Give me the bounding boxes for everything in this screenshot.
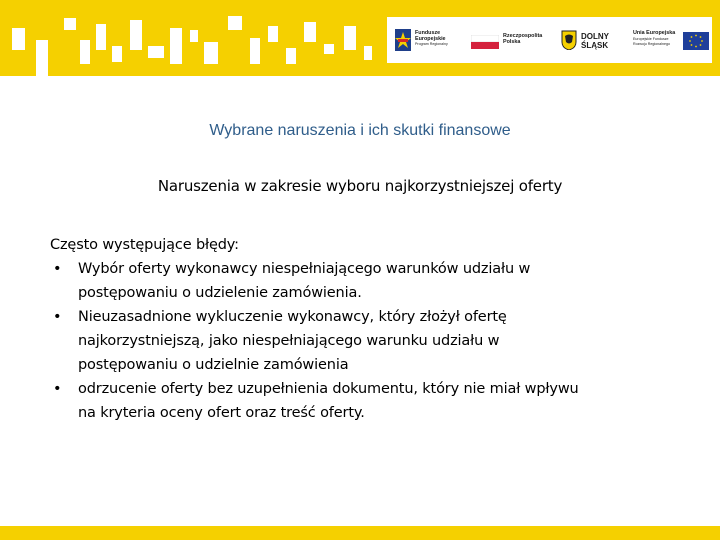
footer-band: [0, 526, 720, 540]
ue-line2: Europejskie Fundusze: [633, 36, 669, 41]
decor-square: [204, 42, 218, 64]
decor-square: [228, 16, 242, 30]
decor-square: [80, 40, 90, 64]
rp-logo: [469, 17, 543, 63]
decor-square: [112, 46, 122, 62]
bullet-mark: •: [53, 381, 62, 397]
page-title: Wybrane naruszenia i ich skutki finansowe: [209, 122, 511, 139]
list-item-line: Nieuzasadnione wykluczenie wykonawcy, który złożył ofertę: [78, 309, 507, 325]
decor-square: [304, 22, 316, 42]
header-band: [0, 0, 720, 76]
logo-strip: [387, 17, 712, 63]
lower-silesia-eagle-icon: [561, 30, 577, 50]
list-item: [50, 305, 690, 377]
ue-logo: [631, 17, 711, 63]
decor-square: [12, 28, 25, 50]
list-item-line: najkorzystniejszą, jako niespełniającego warunku udziału w: [78, 333, 500, 349]
ue-line3: Rozwoju Regionalnego: [633, 42, 670, 46]
list-item-line: postępowaniu o udzielenie zamówienia.: [78, 285, 362, 301]
eu-flag-icon: [683, 32, 709, 50]
bullet-mark: •: [53, 261, 62, 277]
decor-square: [170, 28, 182, 64]
content-body: [50, 233, 690, 425]
section-subtitle: Naruszenia w zakresie wyboru najkorzystniejszej oferty: [157, 177, 563, 195]
european-funds-star-icon: [395, 29, 411, 51]
decor-square: [96, 24, 106, 50]
fe-logo: [393, 17, 463, 63]
decor-square: [36, 40, 48, 76]
list-item-line: na kryteria oceny ofert oraz treść oferty.: [78, 405, 365, 421]
decor-square: [190, 30, 198, 42]
decor-square: [324, 44, 334, 54]
ds-line2: ŚLĄSK: [581, 41, 609, 50]
decor-square: [344, 26, 356, 50]
decor-square: [268, 26, 278, 42]
list-item-line: postępowaniu o udzielnie zamówienia: [78, 357, 349, 373]
polish-flag-icon: [471, 35, 499, 49]
list-item: [50, 257, 690, 305]
fe-line3: Program Regionalny: [415, 42, 448, 46]
decor-square: [148, 46, 164, 58]
decor-square: [286, 48, 296, 64]
fe-line2: Europejskie: [415, 35, 446, 42]
list-item-line: odrzucenie oferty bez uzupełnienia dokumentu, który nie miał wpływu: [78, 381, 579, 397]
ue-line1: Unia Europejska: [633, 30, 676, 36]
bullet-mark: •: [53, 309, 62, 325]
rp-line2: Polska: [503, 38, 521, 45]
rp-line1: Rzeczpospolita: [503, 33, 543, 39]
fe-line1: Fundusze: [415, 30, 441, 36]
error-list: [50, 257, 690, 425]
decor-square: [364, 46, 372, 60]
decor-square: [250, 38, 260, 64]
ds-line1: DOLNY: [581, 32, 609, 41]
ds-logo: [559, 17, 621, 63]
list-item: [50, 377, 690, 425]
list-item-line: Wybór oferty wykonawcy niespełniającego warunków udziału w: [78, 261, 531, 277]
decor-square: [130, 20, 142, 50]
decor-square: [64, 18, 76, 30]
intro-text: Często występujące błędy:: [50, 237, 239, 253]
